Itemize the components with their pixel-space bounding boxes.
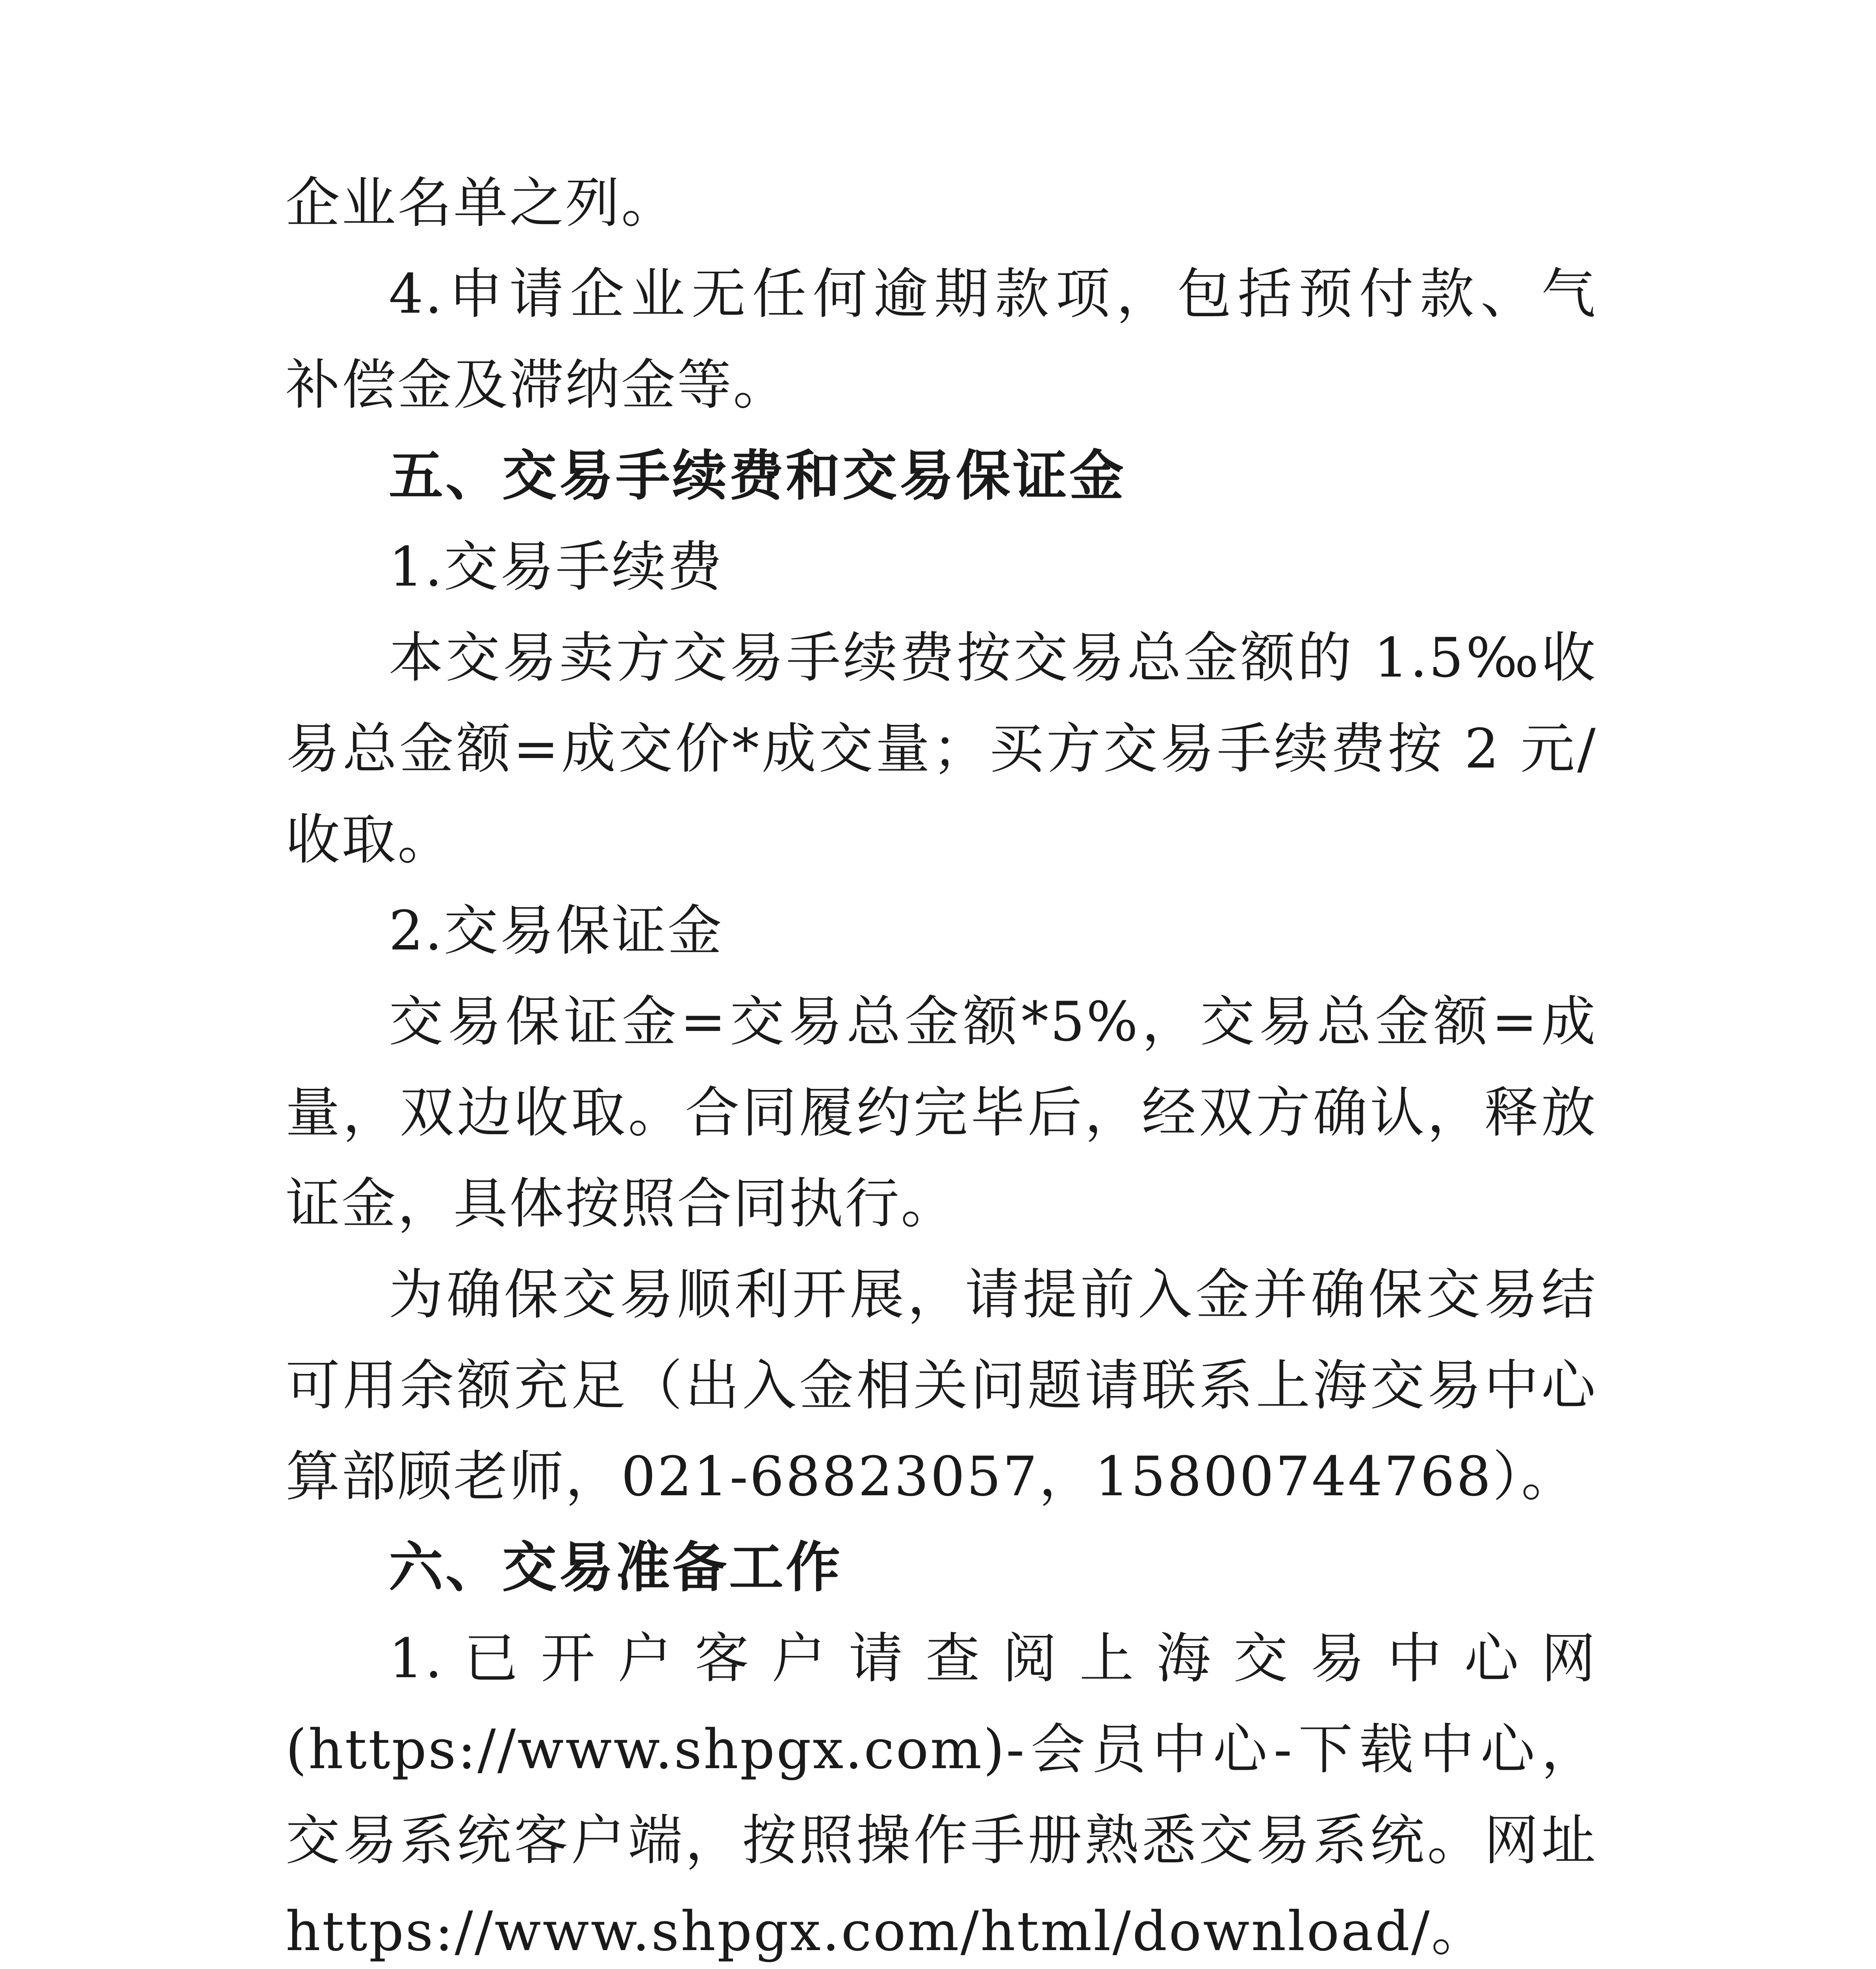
- paragraph-line: 算部顾老师，021-68823057，15800744768）。: [286, 1445, 1577, 1508]
- paragraph-line: 交易保证金=交易总金额*5%，交易总金额=成: [389, 990, 1597, 1053]
- document-body: [286, 158, 1597, 1969]
- section-heading: 五、交易手续费和交易保证金: [389, 444, 1126, 508]
- paragraph-line: 收取。: [286, 808, 454, 871]
- paragraph-line: 补偿金及滞纳金等。: [286, 353, 789, 417]
- section-heading: 六、交易准备工作: [389, 1536, 843, 1599]
- subsection-heading: 2.交易保证金: [389, 899, 724, 962]
- paragraph-line: 交易系统客户端，按照操作手册熟悉交易系统。网址: [286, 1809, 1597, 1872]
- paragraph-line: https://www.shpgx.com/html/download/。: [286, 1900, 1487, 1963]
- paragraph-line: 为确保交易顺利开展，请提前入金并确保交易结: [389, 1263, 1597, 1326]
- paragraph-line: 4.申请企业无任何逾期款项，包括预付款、气: [389, 262, 1597, 326]
- paragraph-line: 1. 已 开 户 客 户 请 查 阅 上 海 交 易 中 心 网: [389, 1627, 1597, 1690]
- paragraph-line: 本交易卖方交易手续费按交易总金额的 1.5‰收: [389, 626, 1597, 690]
- paragraph-line: 证金，具体按照合同执行。: [286, 1172, 957, 1235]
- paragraph-line: 企业名单之列。: [286, 171, 677, 235]
- paragraph-line: (https://www.shpgx.com)-会员中心-下载中心，: [286, 1718, 1597, 1781]
- paragraph-line: 可用余额充足（出入金相关问题请联系上海交易中心: [286, 1354, 1597, 1417]
- paragraph-line: 量，双边收取。合同履约完毕后，经双方确认，释放: [286, 1081, 1597, 1144]
- subsection-heading: 1.交易手续费: [389, 535, 724, 599]
- paragraph-line: 易总金额=成交价*成交量；买方交易手续费按 2 元/: [286, 717, 1597, 781]
